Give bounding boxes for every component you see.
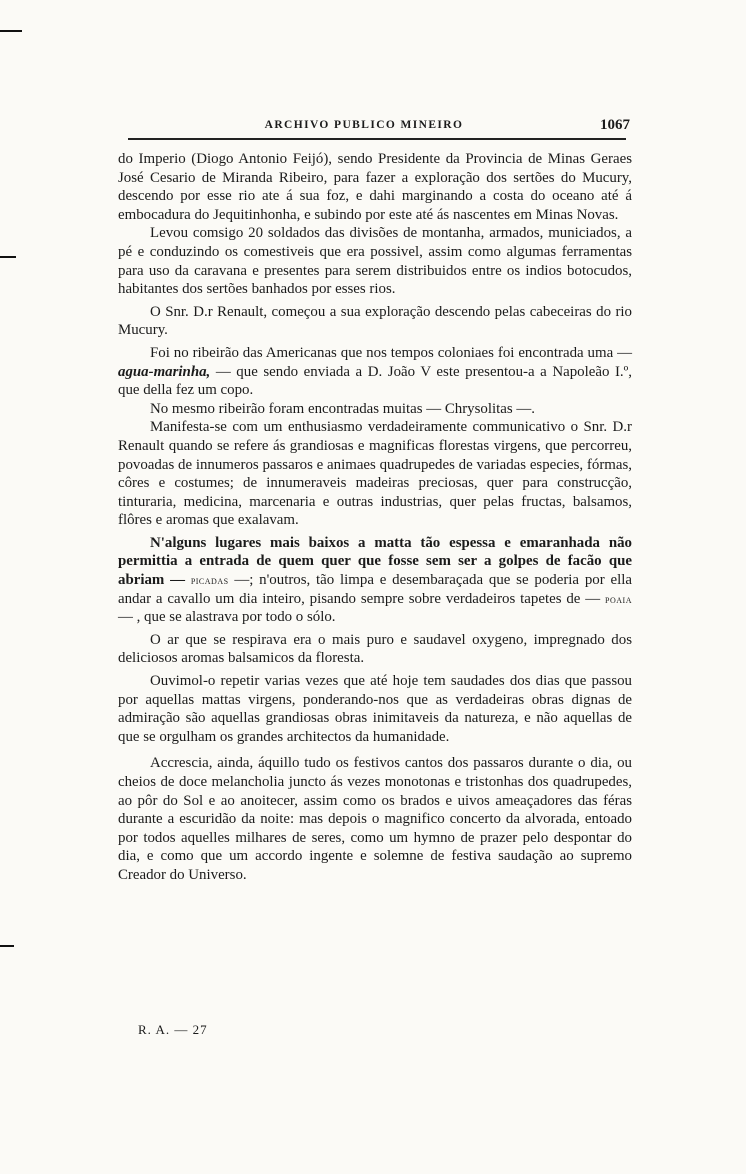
body-text <box>118 150 632 885</box>
scan-edge-mark-top <box>0 30 22 32</box>
paragraph-7-start: N'alguns lugares mais baixos a matta tão espessa e emaranhada não permittia a entrada de quem quer que fosse sem ser a golpes de facão que abriam — <box>118 534 632 589</box>
scan-edge-mark-bottom <box>0 945 14 947</box>
signature-mark: R. A. — 27 <box>138 1022 208 1037</box>
term-poaia: poaia <box>605 591 632 606</box>
paragraph-2: Levou comsigo 20 soldados das divisões de montanha, armados, municiados, a pé e conduzindo os comestiveis que era possivel, assim como algumas ferramentas para uso da caravana e presentes para serem distribuidos entre os indios botocudos, habitantes dos sertões banhados por esses rios. <box>118 225 632 298</box>
paragraph-3: O Snr. D.r Renault, começou a sua exploração descendo pelas cabeceiras do rio Mucury. <box>118 303 632 339</box>
paragraph-6: Manifesta-se com um enthusiasmo verdadeiramente communicativo o Snr. D.r Renault quando se refere ás grandiosas e magnificas florestas virgens, que percorreu, povoadas de innumeros passaros e animaes quadrupedes de variadas especies, fórmas, côres e costumes; de innumeraveis madeiras preciosas, quer para construcção, tinturaria, medicina, marcenaria e outras industrias, quer pelas fructas, balsamos, flôres e aromas que exalavam. <box>118 419 632 529</box>
paragraph-4-start: Foi no ribeirão das Americanas que nos tempos coloniaes foi encontrada uma — <box>150 344 632 361</box>
paragraph-4-end: — que sendo enviada a D. João V este presentou-a a Napoleão I.º, que della fez um copo. <box>118 363 632 399</box>
term-picadas: picadas <box>190 573 229 588</box>
scan-edge-mark-middle <box>0 256 16 258</box>
running-title: ARCHIVO PUBLICO MINEIRO <box>264 119 464 131</box>
paragraph-4 <box>118 344 632 400</box>
emphasis-agua-marinha: agua-marinha, <box>118 363 211 380</box>
paragraph-1: do Imperio (Diogo Antonio Feijó), sendo Presidente da Provincia de Minas Geraes José Cesario de Miranda Ribeiro, para fazer a exploração dos sertões do Mucury, descendo por esse rio ate á sua foz, e dahi marginando a costa do oceano até á embocadura do Jequitinhonha, e subindo por este até ás nascentes em Minas Novas. <box>118 151 632 223</box>
paragraph-8: O ar que se respirava era o mais puro e saudavel oxygeno, impregnado dos deliciosos aromas balsamicos da floresta. <box>118 631 632 667</box>
paragraph-5: No mesmo ribeirão foram encontradas muitas — Chrysolitas —. <box>150 400 536 417</box>
paragraph-10: Accrescia, ainda, áquillo tudo os festivos cantos dos passaros durante o dia, ou cheios de doce melancholia juncto ás vezes monotonas e tristonhas dos quadrupedes, ao pôr do Sol e ao anoitecer, assim como os brados e uivos ameaçadores das féras durante a escuridão da noite: mas depois o magnifico concerto da alvorada, entoado por todos aquelles milhares de seres, como um hymno de prazer pelo despontar do dia, e como que um accordo ingente e solemne de festiva saudação ao supremo Creador do Universo. <box>118 755 632 883</box>
page-number: 1067 <box>600 117 630 133</box>
header-rule <box>128 138 626 140</box>
paragraph-7 <box>118 534 632 627</box>
paragraph-7-middle: —; n'outros, tão limpa e desembaraçada que se poderia por ella andar a cavallo um dia inteiro, pisando sempre sobre verdadeiros tapetes de — <box>118 572 632 607</box>
paragraph-9: Ouvimol-o repetir varias vezes que até hoje tem saudades dos dias que passou por aquellas mattas virgens, ponderando-nos que as verdadeiras obras dignas de admiração são aquellas grandiosas obras inimitaveis da natureza, e não aquellas de que se orgulham os grandes architectos da humanidade. <box>118 673 632 745</box>
paragraph-7-end: — , que se alastrava por todo o sólo. <box>118 609 336 626</box>
